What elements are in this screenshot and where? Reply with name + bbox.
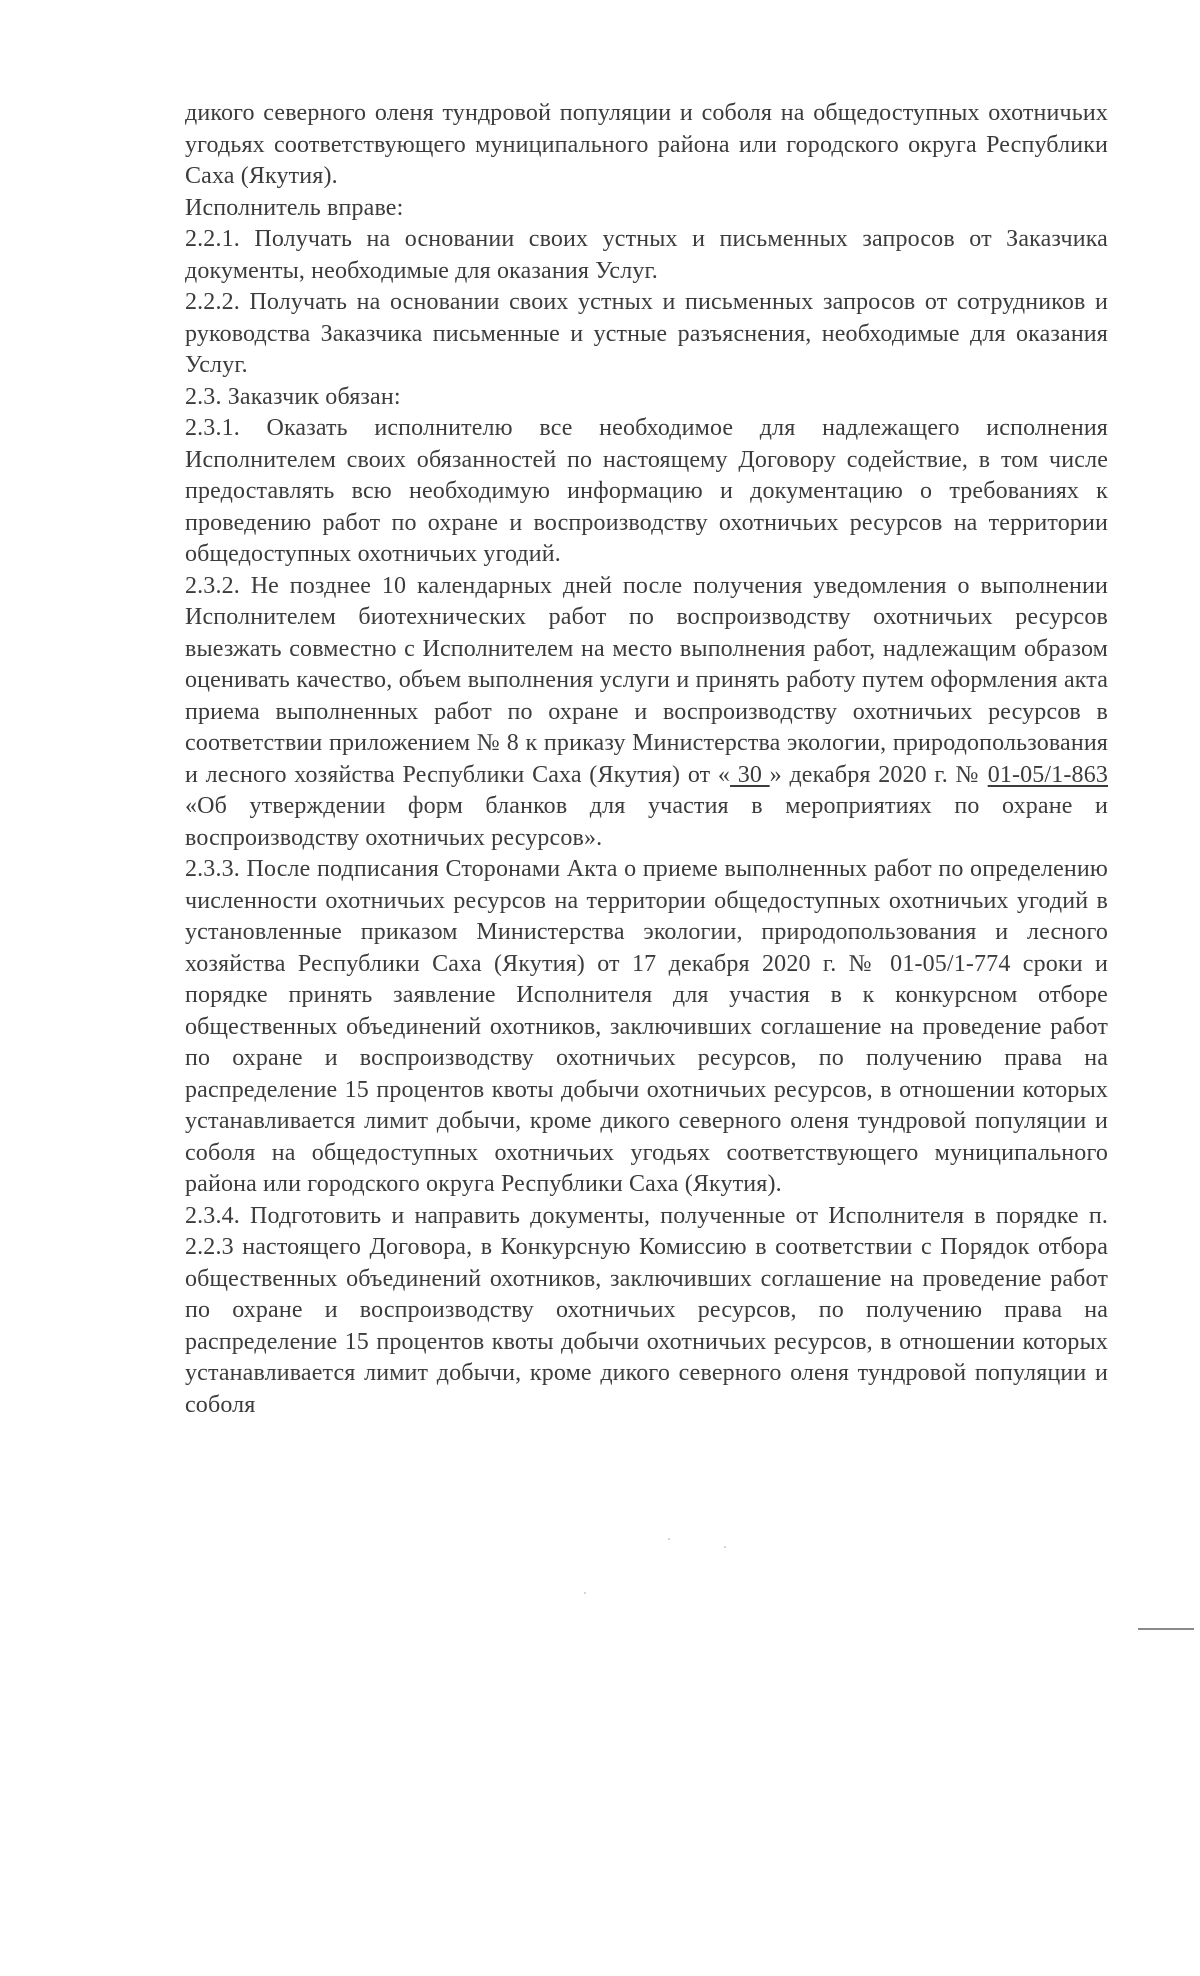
paragraph-customer-obligations-heading: 2.3. Заказчик обязан: <box>185 383 401 410</box>
paragraph-2-3-1: 2.3.1. Оказать исполнителю все необходимое для надлежащего исполнения Исполнителем своих обязанностей по настоящему Договору содействие, в том числе предоставлять всю необходимую информацию и документацию о требованиях к проведению работ по охране и воспроизводству охотничьих ресурсов на территории общедоступных охотничьих угодий. <box>185 415 1108 567</box>
document-body <box>185 98 1108 1421</box>
paragraph-continuation: дикого северного оленя тундровой популяции и соболя на общедоступных охотничьих угодьях соответствующего муниципального района или городского округа Республики Саха (Якутия). <box>185 100 1108 189</box>
paragraph-2-3-4: 2.3.4. Подготовить и направить документы, полученные от Исполнителя в порядке п. 2.2.3 настоящего Договора, в Конкурсную Комиссию в соответствии с Порядок отбора общественных объединений охотников, заключивших соглашение на проведение работ по охране и воспроизводству охотничьих ресурсов, по получению права на распределение 15 процентов квоты добычи охотничьих ресурсов, в отношении которых устанавливается лимит добычи, кроме дикого северного оленя тундровой популяции и соболя <box>185 1202 1108 1418</box>
paragraph-2-3-2-text-a: 2.3.2. Не позднее 10 календарных дней после получения уведомления о выполнении Исполнителем биотехнических работ по воспроизводству охотничьих ресурсов выезжать совместно с Исполнителем на место выполнения работ, надлежащим образом оценивать качество, объем выполнения услуги и принять работу путем оформления акта приема выполненных работ по охране и воспроизводству охотничьих ресурсов в соответствии приложением № 8 к приказу Министерства экологии, природопользования и лесного хозяйства Республики Саха (Якутия) от « <box>185 572 1108 788</box>
scan-speck <box>668 1538 670 1540</box>
order-number-filled: 01-05/1-863 <box>987 761 1108 788</box>
paragraph-2-2-2: 2.2.2. Получать на основании своих устных и письменных запросов от сотрудников и руководства Заказчика письменные и устные разъяснения, необходимые для оказания Услуг. <box>185 289 1108 378</box>
paragraph-2-3-3: 2.3.3. После подписания Сторонами Акта о приеме выполненных работ по определению численности охотничьих ресурсов на территории общедоступных охотничьих угодий в установленные приказом Министерства экологии, природопользования и лесного хозяйства Республики Саха (Якутия) от 17 декабря 2020 г. № 01-05/1-774 сроки и порядке принять заявление Исполнителя для участия в к конкурсном отборе общественных объединений охотников, заключивших соглашение на проведение работ по охране и воспроизводству охотничьих ресурсов, по получению права на распределение 15 процентов квоты добычи охотничьих ресурсов, в отношении которых устанавливается лимит добычи, кроме дикого северного оленя тундровой популяции и соболя на общедоступных охотничьих угодьях соответствующего муниципального района или городского округа Республики Саха (Якутия). <box>185 856 1108 1197</box>
paragraph-2-3-2-text-b: » декабря 2020 г. № <box>769 761 988 788</box>
scan-speck <box>584 1592 586 1594</box>
scan-speck <box>724 1546 726 1548</box>
paragraph-2-3-2 <box>185 571 1108 855</box>
paragraph-2-3-2-text-c: «Об утверждении форм бланков для участия в мероприятиях по охране и воспроизводству охотничьих ресурсов». <box>185 793 1108 851</box>
order-day-filled: 30 <box>730 761 770 788</box>
paragraph-2-2-1: 2.2.1. Получать на основании своих устных и письменных запросов от Заказчика документы, необходимые для оказания Услуг. <box>185 226 1108 284</box>
scan-edge-mark <box>1138 1628 1194 1630</box>
paragraph-contractor-rights-heading: Исполнитель вправе: <box>185 194 404 221</box>
